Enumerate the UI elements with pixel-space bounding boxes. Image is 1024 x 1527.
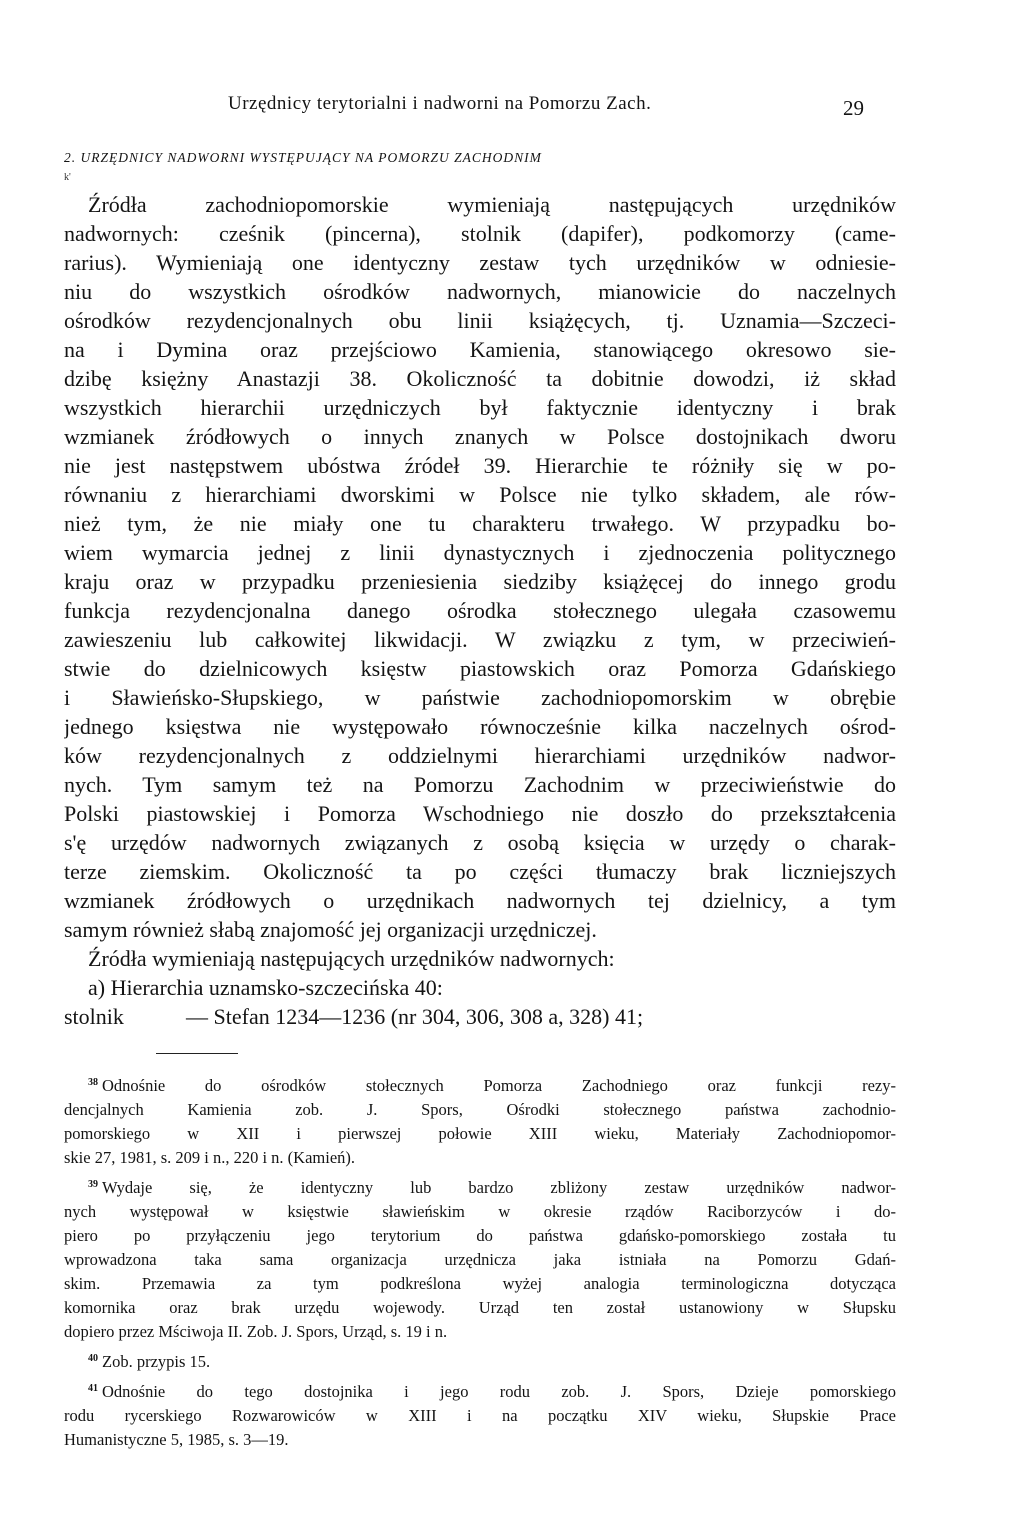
body-line: i Sławieńsko-Słupskiego, w państwie zachodniopomorskim w obrębie	[64, 685, 896, 710]
body-line: s'ę urzędów nadwornych związanych z osobą księcia w urzędy o charak-	[64, 830, 896, 855]
footnote-number: 41	[88, 1383, 98, 1394]
body-line: funkcja rezydencjonalna danego ośrodka stołecznego ulegała czasowemu	[64, 598, 896, 623]
footnote-39	[64, 1176, 896, 1344]
section-heading: 2. URZĘDNICY NADWORNI WYSTĘPUJĄCY NA POMORZU ZACHODNIM	[64, 150, 542, 165]
body-line: jednego księstwa nie występowało równocześnie kilka naczelnych ośrod-	[64, 714, 896, 739]
footnote-line: rodu rycerskiego Rozwarowiców w XIII i na początku XIV wieku, Słupskie Prace	[64, 1406, 896, 1425]
footnote-line: Humanistyczne 5, 1985, s. 3—19.	[64, 1430, 289, 1449]
footnote-line: pomorskiego w XII i pierwszej połowie XIII wieku, Materiały Zachodniopomor-	[64, 1124, 896, 1143]
body-line: terze ziemskim. Okoliczność ta po części tłumaczy brak liczniejszych	[64, 859, 896, 884]
footnote-line: $^{38}$ Odnośnie do ośrodków stołecznych Pomorza Zachodniego oraz funkcji rezy-	[88, 1076, 896, 1095]
body-line: Źródła zachodniopomorskie wymieniają następujących urzędników	[88, 192, 896, 217]
body-line: a) Hierarchia uznamsko-szczecińska 40:	[88, 975, 443, 1000]
footnote-number: 40	[88, 1353, 98, 1364]
body-line: nych. Tym samym też na Pomorzu Zachodnim w przeciwieństwie do	[64, 772, 896, 797]
body-line: na i Dymina oraz przejściowo Kamienia, stanowiącego okresowo sie-	[64, 337, 896, 362]
stolnik-text: — Stefan 1234—1236 (nr 304, 306, 308 a, 328) 41;	[186, 1004, 644, 1029]
body-line: ośrodków rezydencjonalnych obu linii książęcych, tj. Uznamia—Szczeci-	[64, 308, 896, 333]
footnote-line: dopiero przez Mściwoja II. Zob. J. Spors, Urząd, s. 19 i n.	[64, 1322, 448, 1341]
body-line: wzmianek źródłowych o urzędnikach nadwornych tej dzielnicy, a tym	[64, 888, 896, 913]
body-line: ków rezydencjonalnych z oddzielnymi hierarchiami urzędników nadwor-	[64, 743, 896, 768]
stolnik-label: stolnik	[64, 1004, 124, 1029]
body-line: niu do wszystkich ośrodków nadwornych, mianowicie do naczelnych	[64, 279, 896, 304]
footnote-line: piero po przyłączeniu jego terytorium do państwa gdańsko-pomorskiego została tu	[64, 1226, 896, 1245]
footnote-41	[64, 1380, 896, 1452]
body-line: rarius). Wymieniają one identyczny zestaw tych urzędników w odniesie-	[64, 250, 896, 275]
body-text	[64, 190, 896, 1031]
footnote-line: komornika oraz brak urzędu wojewody. Urząd ten został ustanowiony w Słupsku	[64, 1298, 896, 1317]
running-head: Urzędnicy terytorialni i nadworni na Pomorzu Zach.	[228, 93, 652, 114]
footnotes	[64, 1074, 896, 1458]
body-line: stwie do dzielnicowych księstw piastowskich oraz Pomorza Gdańskiego	[64, 656, 896, 681]
footnote-line: skie 27, 1981, s. 209 i n., 220 i n. (Kamień).	[64, 1148, 356, 1167]
body-line: Polski piastowskiej i Pomorza Wschodniego nie doszło do przekształcenia	[64, 801, 896, 826]
footnote-line: nych występował w księstwie sławieńskim w okresie rządów Raciborzyców i do-	[64, 1202, 896, 1221]
body-line: wiem wymarcia jednej z linii dynastycznych i zjednoczenia politycznego	[64, 540, 896, 565]
footnote-number: 39	[88, 1179, 98, 1190]
body-line: nadwornych: cześnik (pincerna), stolnik (dapifer), podkomorzy (came-	[64, 221, 896, 246]
footnote-divider	[156, 1053, 238, 1054]
footnote-line: $^{40}$ Zob. przypis 15.	[88, 1352, 211, 1371]
stray-mark: k'	[64, 172, 71, 183]
body-line: zawieszeniu lub całkowitej likwidacji. W związku z tym, w przeciwień-	[64, 627, 896, 652]
body-line: Źródła wymieniają następujących urzędników nadwornych:	[88, 946, 615, 971]
footnote-40	[64, 1350, 896, 1374]
body-line: wzmianek źródłowych o innych znanych w Polsce dostojnikach dworu	[64, 424, 896, 449]
body-line: kraju oraz w przypadku przeniesienia siedziby książęcej do innego grodu	[64, 569, 896, 594]
footnote-line: skim. Przemawia za tym podkreślona wyżej analogia terminologiczna dotycząca	[64, 1274, 896, 1293]
body-line: dzibę księżny Anastazji 38. Okoliczność ta dobitnie dowodzi, iż skład	[64, 366, 896, 391]
body-line: samym również słabą znajomość jej organizacji urzędniczej.	[64, 917, 597, 942]
body-line: równaniu z hierarchiami dworskimi w Polsce nie tylko składem, ale rów-	[64, 482, 896, 507]
body-line: nież tym, że nie miały one tu charakteru trwałego. W przypadku bo-	[64, 511, 896, 536]
footnote-line: $^{39}$ Wydaje się, że identyczny lub bardzo zbliżony zestaw urzędników nadwor-	[88, 1178, 896, 1197]
footnote-line: wprowadzona taka sama organizacja urzędnicza jaka istniała na Pomorzu Gdań-	[64, 1250, 896, 1269]
footnote-number: 38	[88, 1077, 98, 1088]
footnote-38	[64, 1074, 896, 1170]
stolnik-row	[64, 1002, 896, 1031]
body-line: wszystkich hierarchii urzędniczych był faktycznie identyczny i brak	[64, 395, 896, 420]
footnote-line: dencjalnych Kamienia zob. J. Spors, Ośrodki stołecznego państwa zachodnio-	[64, 1100, 896, 1119]
body-line: nie jest następstwem ubóstwa źródeł 39. Hierarchie te różniły się w po-	[64, 453, 896, 478]
page-number: 29	[843, 96, 864, 120]
footnote-line: $^{41}$ Odnośnie do tego dostojnika i jego rodu zob. J. Spors, Dzieje pomorskiego	[88, 1382, 896, 1401]
